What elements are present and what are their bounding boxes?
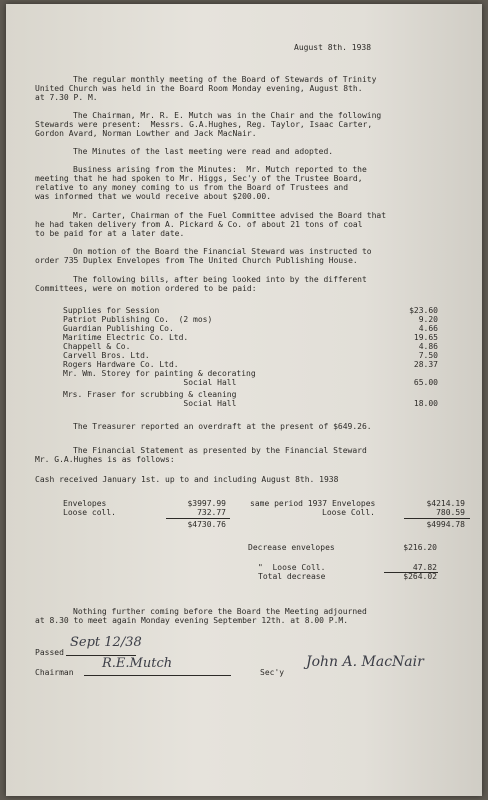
business-line-2: meeting that he had spoken to Mr. Higgs, Sec'y of the Trustee Board, [35,174,363,183]
attendance-line-3: Gordon Avard, Norman Lowther and Jack MacNair. [35,129,257,138]
secretary-signature: John A. MacNair [306,654,424,670]
bill-label: Guardian Publishing Co. [63,324,174,333]
chairman-signature: R.E.Mutch [102,656,173,671]
bill-label: Mrs. Fraser for scrubbing & cleaning [63,390,237,399]
bill-amount: 65.00 [413,378,438,387]
bill-amount: 28.37 [413,360,438,369]
loose-coll-value-1937: 780.59 [436,508,465,517]
bill-amount: $23.60 [409,306,438,315]
decrease-loose-label: " Loose Coll. [258,563,326,572]
envelopes-value-1937: $4214.19 [426,499,465,508]
envelopes-label: Envelopes [63,499,107,508]
bill-label: Social Hall [63,378,237,387]
minutes-adopted-line: The Minutes of the last meeting were read and adopted. [73,147,334,156]
fuel-line-3: to be paid for at a later date. [35,229,185,238]
bill-label: Maritime Electric Co. Ltd. [63,333,189,342]
loose-coll-label: Loose coll. [63,508,116,517]
business-line-3: relative to any money coming to us from the Board of Trustees and [35,183,349,192]
closing-line-2: at 8.30 to meet again Monday evening September 12th. at 8.00 P.M. [35,616,349,625]
loose-coll-label-1937: Loose Coll. [322,508,375,517]
chairman-label: Chairman [35,668,74,677]
bill-amount: 4.66 [418,324,438,333]
bill-label: Supplies for Session [63,306,160,315]
intro-line-3: at 7.30 P. M. [35,93,98,102]
passed-label: Passed [35,648,64,657]
total-value-1937: $4994.78 [426,520,465,529]
passed-signature: Sept 12/38 [70,635,142,650]
total-decrease-value: $264.02 [403,572,437,581]
closing-line-1: Nothing further coming before the Board the Meeting adjourned [73,607,367,616]
loose-coll-value-1938: 732.77 [197,508,226,517]
bill-amount: 9.20 [418,315,438,324]
decrease-envelopes-label: Decrease envelopes [248,543,335,552]
minutes-page [6,4,482,796]
intro-line-1: The regular monthly meeting of the Board of Stewards of Trinity [73,75,377,84]
intro-line-2: United Church was held in the Board Room Monday evening, August 8th. [35,84,363,93]
decrease-envelopes-value: $216.20 [403,543,437,552]
envelopes-order-line-2: order 735 Duplex Envelopes from The United Church Publishing House. [35,256,358,265]
attendance-line-1: The Chairman, Mr. R. E. Mutch was in the Chair and the following [73,111,382,120]
bill-amount: 19.65 [413,333,438,342]
bill-amount: 18.00 [413,399,438,408]
bill-label: Chappell & Co. [63,342,131,351]
fuel-line-1: Mr. Carter, Chairman of the Fuel Committee advised the Board that [73,211,387,220]
envelopes-order-line-1: On motion of the Board the Financial Steward was instructed to [73,247,372,256]
attendance-line-2: Stewards were present: Messrs. G.A.Hughes, Reg. Taylor, Isaac Carter, [35,120,373,129]
total-value-1938: $4730.76 [187,520,226,529]
bill-amount: 7.50 [418,351,438,360]
bill-amount: 4.86 [418,342,438,351]
bill-label: Carvell Bros. Ltd. [63,351,150,360]
bill-label: Social Hall [63,399,237,408]
treasurer-report: The Treasurer reported an overdraft at the present of $649.26. [73,422,372,431]
business-line-4: was informed that we would receive about $200.00. [35,192,272,201]
cash-received-line: Cash received January 1st. up to and including August 8th. 1938 [35,475,339,484]
statement-intro-line-1: The Financial Statement as presented by the Financial Steward [73,446,367,455]
bill-label: Rogers Hardware Co. Ltd. [63,360,179,369]
fuel-line-2: he had taken delivery from A. Pickard & Co. of about 21 tons of coal [35,220,363,229]
same-period-label: same period 1937 [250,499,328,508]
bill-label: Patriot Publishing Co. (2 mos) [63,315,213,324]
envelopes-label-1937: Envelopes [332,499,376,508]
decrease-loose-value: 47.82 [412,563,437,572]
envelopes-value-1938: $3997.99 [187,499,226,508]
sum-rule [404,518,470,519]
bills-intro-line-2: Committees, were on motion ordered to be paid: [35,284,257,293]
total-decrease-label: Total decrease [258,572,326,581]
bill-label: Mr. Wm. Storey for painting & decorating [63,369,256,378]
sum-rule [166,518,230,519]
secretary-label: Sec'y [260,668,285,677]
chairman-rule [84,675,231,676]
business-line-1: Business arising from the Minutes: Mr. Mutch reported to the [73,165,367,174]
document-date: August 8th. 1938 [294,43,372,52]
statement-intro-line-2: Mr. G.A.Hughes is as follows: [35,455,175,464]
bills-intro-line-1: The following bills, after being looked into by the different [73,275,367,284]
